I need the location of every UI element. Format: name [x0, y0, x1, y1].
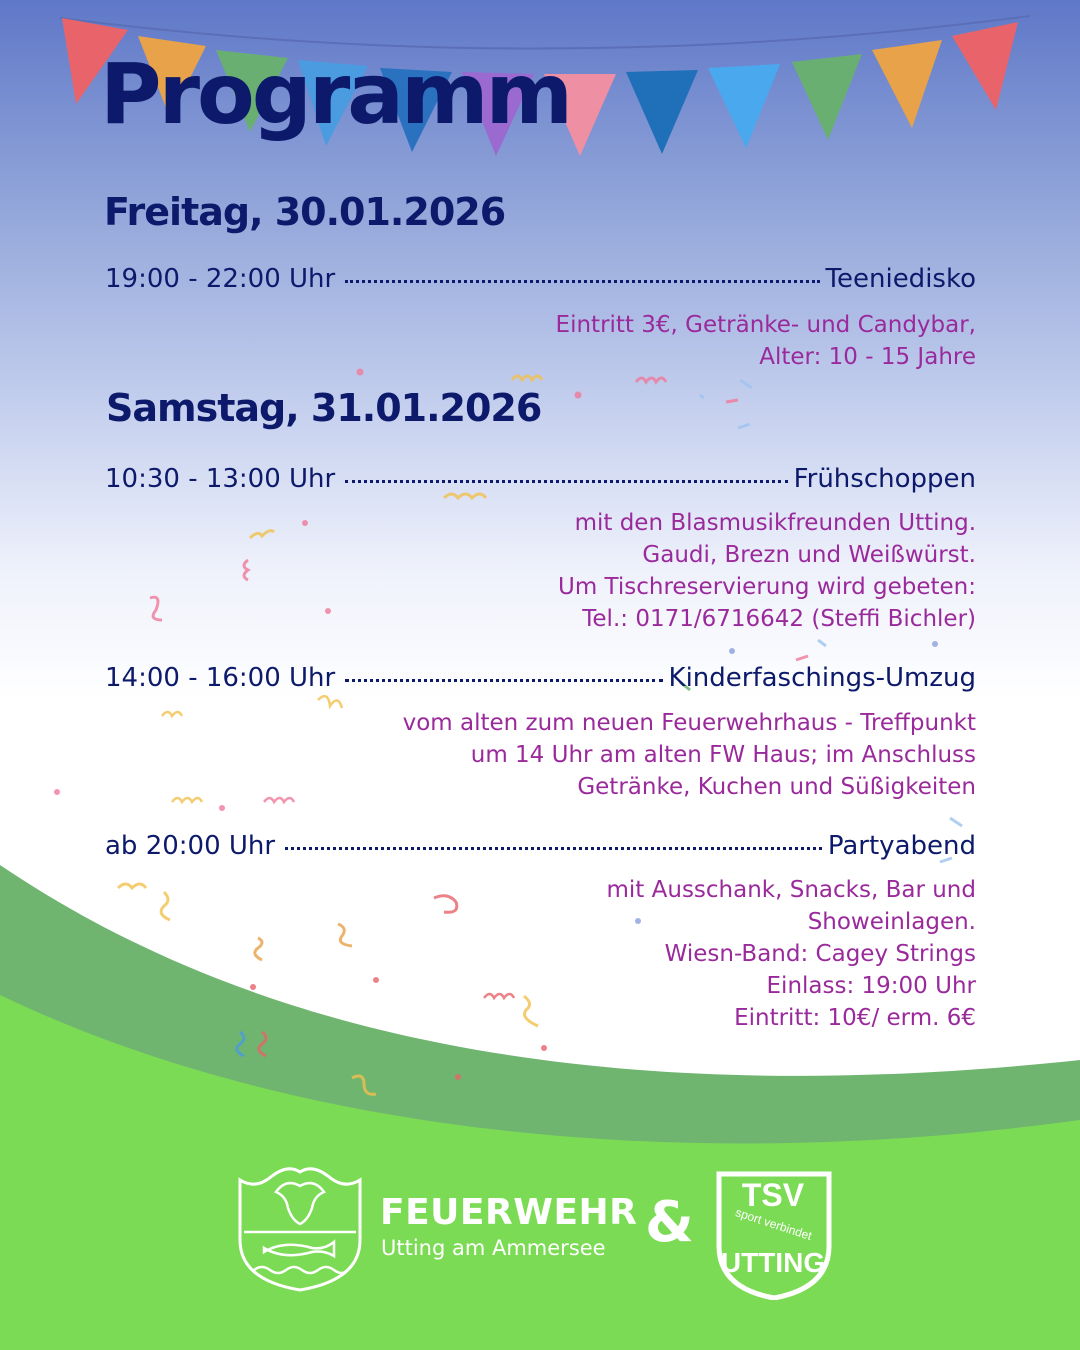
org1-name: FEUERWEHR	[380, 1192, 638, 1233]
tsv-utting-logo-icon	[715, 1170, 833, 1300]
event-row-partyabend	[105, 831, 976, 861]
detail-line: mit Ausschank, Snacks, Bar und	[606, 877, 976, 903]
page-title: Programm	[100, 45, 570, 143]
event-name: Frühschoppen	[793, 464, 976, 494]
detail-line: mit den Blasmusikfreunden Utting.	[574, 510, 976, 536]
municipal-crest-icon	[236, 1162, 364, 1294]
event-time: 10:30 - 13:00 Uhr	[105, 464, 336, 494]
detail-line: Getränke, Kuchen und Süßigkeiten	[577, 774, 976, 800]
event-time: 14:00 - 16:00 Uhr	[105, 663, 336, 693]
event-details-fruehschoppen	[558, 507, 976, 635]
detail-line: vom alten zum neuen Feuerwehrhaus - Treffpunkt	[402, 710, 976, 736]
event-row-teeniedisko	[105, 264, 976, 294]
dot-leader	[345, 279, 819, 283]
event-name: Partyabend	[827, 831, 976, 861]
event-name: Teeniedisko	[825, 264, 976, 294]
event-details-partyabend	[607, 874, 976, 1034]
detail-line: Tel.: 0171/6716642 (Steffi Bichler)	[582, 606, 976, 632]
detail-line: Eintritt: 10€/ erm. 6€	[734, 1005, 976, 1031]
detail-line: um 14 Uhr am alten FW Haus; im Anschluss	[470, 742, 976, 768]
event-time: ab 20:00 Uhr	[105, 831, 276, 861]
ampersand: &	[645, 1190, 694, 1255]
dot-leader	[285, 846, 822, 850]
event-row-kinderfasching	[105, 663, 976, 693]
event-row-fruehschoppen	[105, 464, 976, 494]
detail-line: Showeinlagen.	[807, 909, 976, 935]
day-heading-friday: Freitag, 30.01.2026	[104, 190, 506, 234]
dot-leader	[345, 678, 662, 682]
event-time: 19:00 - 22:00 Uhr	[105, 264, 336, 294]
bunting-string	[60, 16, 1030, 49]
svg-text:UTTING: UTTING	[720, 1247, 826, 1278]
dot-leader	[345, 479, 787, 483]
event-name: Kinderfaschings-Umzug	[668, 663, 976, 693]
detail-line: Alter: 10 - 15 Jahre	[759, 344, 976, 370]
detail-line: Gaudi, Brezn und Weißwürst.	[642, 542, 976, 568]
event-details-teeniedisko	[556, 309, 976, 373]
day-heading-saturday: Samstag, 31.01.2026	[106, 386, 542, 430]
detail-line: Um Tischreservierung wird gebeten:	[557, 574, 976, 600]
svg-text:sport verbindet: sport verbindet	[733, 1205, 814, 1244]
event-details-kinderfasching	[403, 707, 976, 803]
detail-line: Eintritt 3€, Getränke- und Candybar,	[555, 312, 976, 338]
svg-text:TSV: TSV	[741, 1177, 805, 1213]
org1-subtitle: Utting am Ammersee	[381, 1236, 606, 1260]
detail-line: Einlass: 19:00 Uhr	[766, 973, 976, 999]
detail-line: Wiesn-Band: Cagey Strings	[664, 941, 976, 967]
